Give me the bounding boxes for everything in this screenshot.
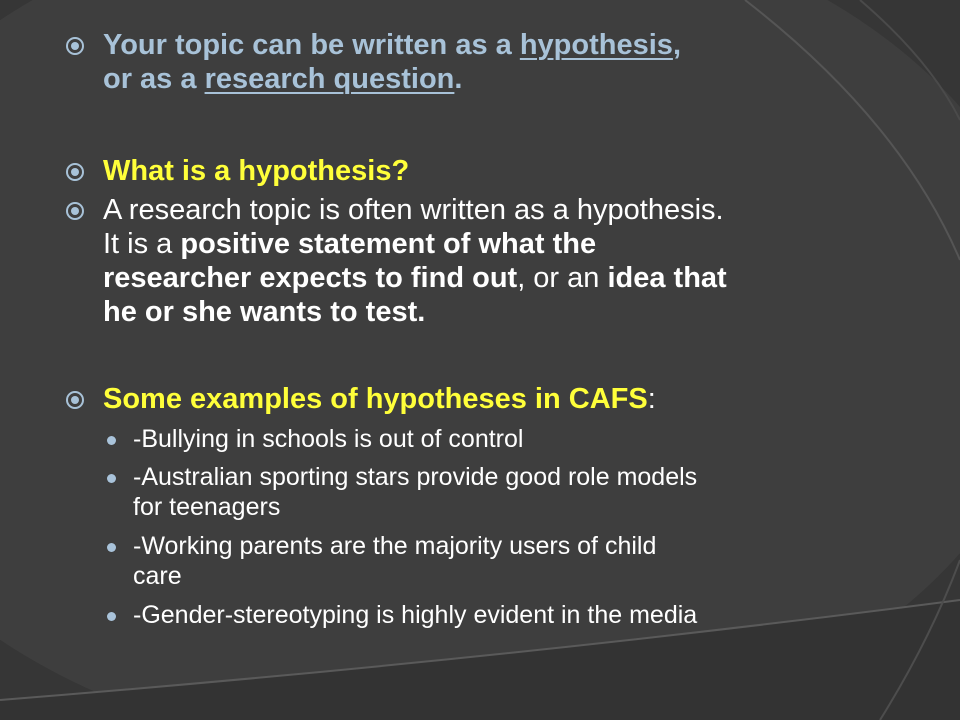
definition-text-4: he or she wants to test. [103,296,426,328]
example-item [133,425,523,454]
example-text-2a: -Australian sporting stars provide good role models [133,463,698,491]
definition-line-3 [103,262,727,295]
example-item [133,463,697,492]
definition-text-3c: idea that [607,262,727,294]
topic-line-2 [103,63,462,96]
filled-circle-icon [107,474,116,483]
definition-line-2 [103,228,596,261]
definition-text-1: A research topic is often written as a hypothesis. [103,194,724,226]
example-text-1: -Bullying in schools is out of control [133,425,524,453]
example-text-3b: care [133,562,182,590]
definition-text-3b: , or an [517,262,608,294]
hypothesis-question-heading [103,155,409,188]
examples-heading-text: Some examples of hypotheses in CAFS [103,383,648,415]
circled-dot-icon [64,200,86,222]
topic-text-b: , [672,29,681,61]
examples-heading-colon: : [647,383,656,415]
filled-circle-icon [107,543,116,552]
example-text-4: -Gender-stereotyping is highly evident in the media [133,601,698,629]
example-item-continuation [133,562,182,591]
example-text-2b: for teenagers [133,493,281,521]
circled-dot-icon [64,389,86,411]
definition-line-1 [103,194,724,227]
topic-text-a: Your topic can be written as a [103,29,520,61]
circled-dot-icon [64,35,86,57]
definition-text-2b: positive statement of what the [180,228,597,260]
topic-line-1 [103,29,681,62]
circled-dot-icon [64,161,86,183]
definition-line-4 [103,296,425,329]
example-item-continuation [133,493,280,522]
topic-text-c: or as a [103,63,205,95]
hypothesis-link[interactable]: hypothesis [519,29,673,61]
examples-heading [103,383,656,416]
example-item [133,532,656,561]
example-item [133,601,697,630]
definition-text-3a: researcher expects to find out [103,262,518,294]
definition-text-2a: It is a [103,228,181,260]
example-text-3a: -Working parents are the majority users of child [133,532,657,560]
filled-circle-icon [107,612,116,621]
research-question-link[interactable]: research question [204,63,455,95]
topic-text-d: . [454,63,463,95]
filled-circle-icon [107,436,116,445]
hypothesis-question-text: What is a hypothesis? [103,155,410,187]
